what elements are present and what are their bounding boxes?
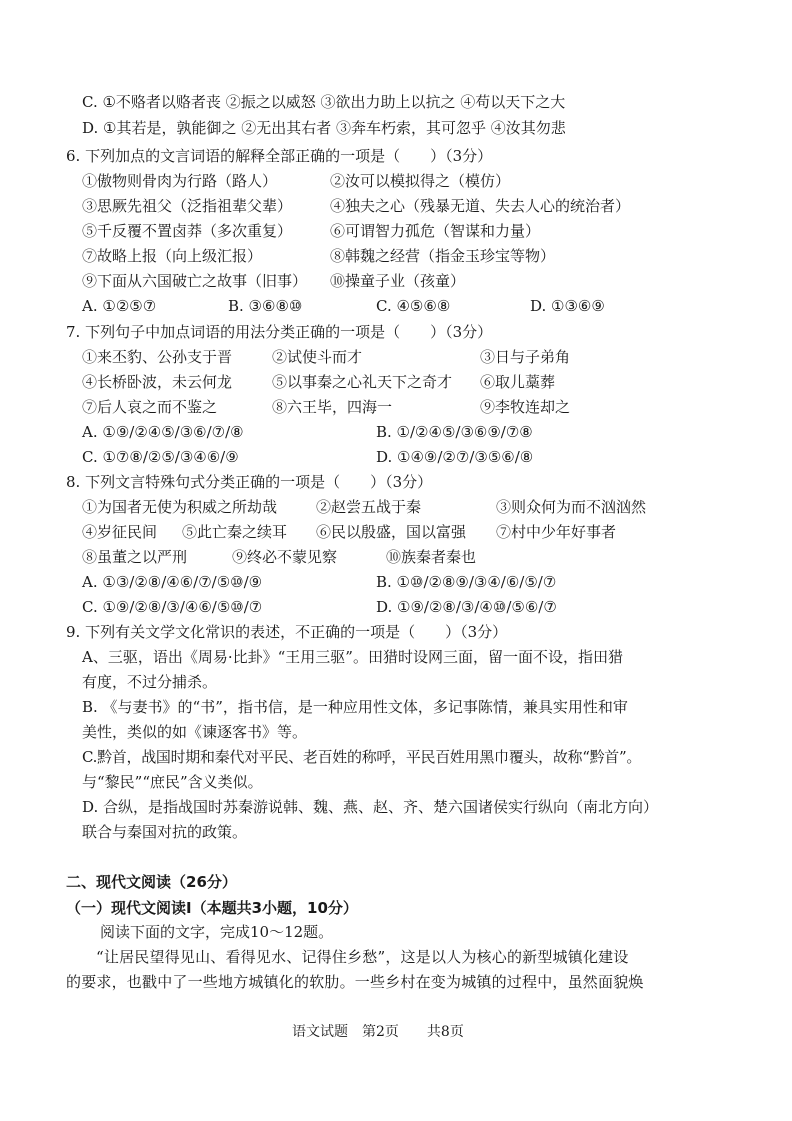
q8-item: ③则众何为而不汹汹然 xyxy=(496,498,647,516)
q7-option-d: D. ①④⑨/②⑦/③⑤⑥/⑧ xyxy=(376,448,534,466)
q7-item: ⑨李牧连却之 xyxy=(480,398,571,416)
q7-option-c: C. ①⑦⑧/②⑤/③④⑥/⑨ xyxy=(82,448,239,466)
q6-option-c: C. ④⑤⑥⑧ xyxy=(376,297,451,315)
passage-line-2: 的要求，也戳中了一些地方城镇化的软肋。一些乡村在变为城镇的过程中，虽然面貌焕 xyxy=(66,973,644,991)
q6-item: ⑥可谓智力孤危（智谋和力量） xyxy=(330,222,541,240)
reading-instruction: 阅读下面的文字，完成10～12题。 xyxy=(100,923,334,941)
q8-item: ⑧虽董之以严刑 xyxy=(82,548,188,566)
q8-item: ④岁征民间 xyxy=(82,523,158,541)
q7-item: ①来丕豹、公孙支于晋 xyxy=(82,348,233,366)
q9-option-b-line-1: B. 《与妻书》的“书”，指书信，是一种应用性文体，多记事陈情，兼具实用性和审 xyxy=(82,698,628,716)
q8-stem: 8. 下列文言特殊句式分类正确的一项是（ ）（3分） xyxy=(66,473,433,491)
section-title: 二、现代文阅读（26分） xyxy=(66,873,237,891)
q8-item: ①为国者无使为积威之所劫哉 xyxy=(82,498,278,516)
q6-item: ⑤千反覆不置卤莽（多次重复） xyxy=(82,222,293,240)
q6-item: ④独夫之心（残暴无道、失去人心的统治者） xyxy=(330,197,631,215)
q8-item: ⑥民以殷盛，国以富强 xyxy=(316,523,467,541)
q6-item: ⑦故略上报（向上级汇报） xyxy=(82,247,263,265)
q8-item: ⑦村中少年好事者 xyxy=(496,523,617,541)
q6-item: ①傲物则骨肉为行路（路人） xyxy=(82,172,278,190)
q6-stem: 6. 下列加点的文言词语的解释全部正确的一项是（ ）（3分） xyxy=(66,147,493,165)
q7-item: ③日与子弟角 xyxy=(480,348,571,366)
q6-option-b: B. ③⑥⑧⑩ xyxy=(228,297,303,315)
q5-option-c: C. ①不赂者以赂者丧 ②振之以威怒 ③欲出力助上以抗之 ④苟以天下之大 xyxy=(82,93,566,111)
q8-option-c: C. ①⑨/②⑧/③/④⑥/⑤⑩/⑦ xyxy=(82,598,263,616)
passage-line-1: “让居民望得见山、看得见水、记得住乡愁”，这是以人为核心的新型城镇化建设 xyxy=(96,948,629,966)
q8-option-b: B. ①⑩/②⑧⑨/③④/⑥/⑤/⑦ xyxy=(376,573,557,591)
q9-option-d-line-2: 联合与秦国对抗的政策。 xyxy=(82,823,248,841)
q6-item: ⑩操童子业（孩童） xyxy=(330,272,466,290)
q9-option-a-line-1: A、三驱，语出《周易·比卦》“王用三驱”。田猎时设网三面，留一面不设，指田猎 xyxy=(82,648,623,666)
q7-item: ⑤以事秦之心礼天下之奇才 xyxy=(272,373,453,391)
q8-item: ⑩族秦者秦也 xyxy=(386,548,477,566)
q8-item: ⑨终必不蒙见察 xyxy=(232,548,338,566)
q7-item: ⑥取儿藁葬 xyxy=(480,373,556,391)
subsection-title: （一）现代文阅读Ⅰ（本题共3小题，10分） xyxy=(66,899,358,917)
q9-option-b-line-2: 美性，类似的如《谏逐客书》等。 xyxy=(82,723,308,741)
q8-item: ⑤此亡秦之续耳 xyxy=(182,523,288,541)
q6-item: ②汝可以模拟得之（模仿） xyxy=(330,172,511,190)
q7-item: ④长桥卧波，未云何龙 xyxy=(82,373,233,391)
q7-option-a: A. ①⑨/②④⑤/③⑥/⑦/⑧ xyxy=(82,423,244,441)
q7-item: ⑦后人哀之而不鉴之 xyxy=(82,398,218,416)
q6-item: ⑨下面从六国破亡之故事（旧事） xyxy=(82,272,308,290)
q7-item: ②试使斗而才 xyxy=(272,348,363,366)
q8-option-d: D. ①⑨/②⑧/③/④⑩/⑤⑥/⑦ xyxy=(376,598,557,616)
q8-option-a: A. ①③/②⑧/④⑥/⑦/⑤⑩/⑨ xyxy=(82,573,263,591)
q9-option-d-line-1: D. 合纵，是指战国时苏秦游说韩、魏、燕、赵、齐、楚六国诸侯实行纵向（南北方向） xyxy=(82,798,659,816)
q7-option-b: B. ①/②④⑤/③⑥⑨/⑦⑧ xyxy=(376,423,533,441)
q7-stem: 7. 下列句子中加点词语的用法分类正确的一项是（ ）（3分） xyxy=(66,323,493,341)
q6-option-a: A. ①②⑤⑦ xyxy=(82,297,157,315)
q9-option-c-line-1: C.黔首，战国时期和秦代对平民、老百姓的称呼，平民百姓用黑巾覆头，故称“黔首”。 xyxy=(82,748,642,766)
q6-item: ③思厥先祖父（泛指祖辈父辈） xyxy=(82,197,293,215)
q8-item: ②赵尝五战于秦 xyxy=(316,498,422,516)
q9-option-a-line-2: 有度，不过分捕杀。 xyxy=(82,673,218,691)
page-footer: 语文试题 第2页 共8页 xyxy=(292,1024,464,1040)
q5-option-d: D. ①其若是，孰能御之 ②无出其右者 ③奔车朽索，其可忽乎 ④汝其勿悲 xyxy=(82,119,566,137)
q9-stem: 9. 下列有关文学文化常识的表述，不正确的一项是（ ）（3分） xyxy=(66,623,508,641)
q6-option-d: D. ①③⑥⑨ xyxy=(530,297,605,315)
q7-item: ⑧六王毕，四海一 xyxy=(272,398,393,416)
q9-option-c-line-2: 与“黎民”“庶民”含义类似。 xyxy=(82,773,263,791)
q6-item: ⑧韩魏之经营（指金玉珍宝等物） xyxy=(330,247,556,265)
